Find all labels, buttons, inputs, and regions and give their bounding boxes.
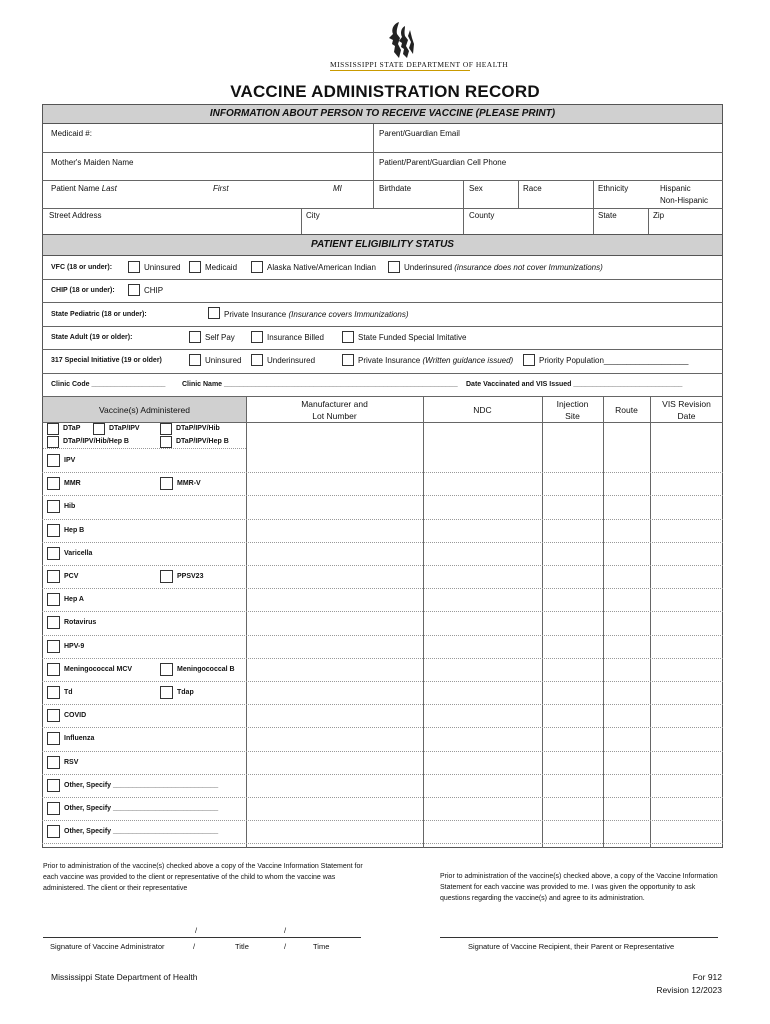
317-underinsured-checkbox[interactable]: [251, 354, 263, 366]
vaccine-checkbox[interactable]: [47, 779, 60, 792]
row-divider: [42, 565, 723, 566]
form-frame: [42, 104, 723, 848]
section-eligibility-title: PATIENT ELIGIBILITY STATUS: [42, 234, 723, 256]
vfc-medicaid-label: Medicaid: [205, 263, 238, 272]
col-ndc: NDC: [473, 405, 492, 415]
vaccine-alt-checkbox[interactable]: [160, 477, 173, 490]
vaccine-checkbox[interactable]: [47, 477, 60, 490]
title-label: Title: [235, 942, 249, 951]
row-divider: [42, 542, 723, 543]
chip-option-label: CHIP: [144, 286, 164, 295]
row-divider: [42, 704, 723, 705]
form-number: For 912: [692, 972, 722, 982]
dtap-checkbox[interactable]: [47, 423, 59, 435]
vfc-alaska-checkbox[interactable]: [251, 261, 263, 273]
date-vaccinated-label: Date Vaccinated and VIS Issued ____________________________: [466, 381, 683, 388]
admin-signature-line[interactable]: [43, 937, 361, 938]
revision-date: Revision 12/2023: [656, 985, 722, 995]
dtap-ipv-hib-label: DTaP/IPV/Hib: [176, 425, 220, 432]
section-person-info-title: INFORMATION ABOUT PERSON TO RECEIVE VACCINE (PLEASE PRINT): [42, 104, 723, 124]
state-label: State: [598, 211, 617, 220]
col-route: Route: [615, 405, 638, 415]
vaccine-label: Hep A: [64, 596, 84, 604]
col-injection-1: Injection: [556, 399, 589, 409]
317-uninsured-label: Uninsured: [205, 356, 242, 365]
col-vis-1: VIS Revision: [662, 399, 711, 409]
vaccine-label: Meningococcal MCV: [64, 665, 133, 673]
dtap-ipv-label: DTaP/IPV: [109, 425, 140, 432]
vaccine-label: Other, Specify ___________________________: [64, 781, 219, 789]
vaccine-label: Other, Specify ___________________________: [64, 828, 219, 836]
vfc-alaska-label: Alaska Native/American Indian: [267, 263, 376, 272]
dtap-ipv-hepb-label: DTaP/IPV/Hep B: [176, 438, 229, 445]
vaccine-alt-label: PPSV23: [177, 573, 204, 580]
dtap-ipv-checkbox[interactable]: [93, 423, 105, 435]
dtap-label: DTaP: [63, 425, 81, 432]
agency-name: MISSISSIPPI STATE DEPARTMENT OF HEALTH: [330, 60, 509, 69]
row-divider: [42, 751, 723, 752]
health-profile-logo-icon: [385, 20, 415, 60]
mi-label: MI: [333, 184, 342, 193]
vaccine-checkbox[interactable]: [47, 616, 60, 629]
adult-state-funded-checkbox[interactable]: [342, 331, 354, 343]
vaccine-label: MMR: [64, 480, 81, 488]
row-divider: [42, 611, 723, 612]
admin-statement: Prior to administration of the vaccine(s) checked above a copy of the Vaccine Information Statement for each vaccine was provided to the client or representative of the child to whom the vaccine was administered. The client or their representative: [43, 863, 363, 892]
row-divider: [42, 635, 723, 636]
vfc-label: VFC (18 or under):: [51, 264, 113, 271]
317-private-checkbox[interactable]: [342, 354, 354, 366]
adult-self-pay-checkbox[interactable]: [189, 331, 201, 343]
row-divider: [42, 588, 723, 589]
vaccine-label: Hib: [64, 503, 76, 511]
row-divider: [42, 774, 723, 775]
vaccine-checkbox[interactable]: [47, 756, 60, 769]
vfc-uninsured-label: Uninsured: [144, 263, 181, 272]
row-divider: [42, 843, 723, 844]
vaccine-checkbox[interactable]: [47, 454, 60, 467]
first-label: First: [213, 184, 229, 193]
row-divider: [42, 797, 723, 798]
vaccine-alt-label: Meningococcal B: [177, 665, 235, 673]
recipient-statement: Prior to administration of the vaccine(s) checked above, a copy of the Vaccine Information Statement for each vaccine was provided to me. I was given the opportunity to ask questions regarding the vaccine(s) and agree to its administration.: [440, 873, 718, 902]
row-divider: [42, 658, 723, 659]
vaccine-checkbox[interactable]: [47, 524, 60, 537]
state-ped-private-checkbox[interactable]: [208, 307, 220, 319]
col-manufacturer-1: Manufacturer and: [301, 399, 368, 409]
cell-phone-label: Patient/Parent/Guardian Cell Phone: [379, 158, 507, 167]
hispanic-label: Hispanic: [660, 184, 691, 193]
vaccine-checkbox[interactable]: [47, 686, 60, 699]
birthdate-label: Birthdate: [379, 184, 412, 193]
vaccine-checkbox[interactable]: [47, 709, 60, 722]
317-uninsured-checkbox[interactable]: [189, 354, 201, 366]
vaccine-label: RSV: [64, 758, 79, 766]
row-divider: [42, 472, 723, 473]
chip-checkbox[interactable]: [128, 284, 140, 296]
ethnicity-label: Ethnicity: [598, 184, 629, 193]
vaccine-label: Td: [64, 689, 73, 696]
recipient-signature-line[interactable]: [440, 937, 718, 938]
vaccine-label: IPV: [64, 457, 76, 464]
vaccine-checkbox[interactable]: [47, 825, 60, 838]
adult-ins-billed-label: Insurance Billed: [267, 333, 324, 342]
sex-label: Sex: [469, 184, 483, 193]
time-label: Time: [313, 942, 330, 951]
special-317-label: 317 Special Initiative (19 or older): [51, 357, 162, 364]
vaccine-checkbox[interactable]: [47, 500, 60, 513]
slash-2: /: [284, 926, 287, 935]
vaccine-label: Other, Specify ___________________________: [64, 805, 219, 812]
city-label: City: [306, 211, 320, 220]
dtap-ipv-hib-checkbox[interactable]: [160, 423, 172, 435]
document-title: VACCINE ADMINISTRATION RECORD: [230, 82, 540, 101]
non-hispanic-label: Non-Hispanic: [660, 196, 709, 205]
row-divider: [42, 681, 723, 682]
sig-admin-label: Signature of Vaccine Administrator: [50, 942, 165, 951]
race-label: Race: [523, 184, 542, 193]
chip-label: CHIP (18 or under):: [51, 287, 115, 294]
state-adult-label: State Adult (19 or older):: [51, 334, 133, 341]
vaccine-label: Influenza: [64, 735, 95, 743]
sig-recipient-label: Signature of Vaccine Recipient, their Parent or Representative: [468, 942, 675, 951]
state-ped-private-label: Private Insurance (Insurance covers Immunizations): [224, 310, 409, 319]
vaccine-label: COVID: [64, 712, 87, 720]
vaccine-alt-checkbox[interactable]: [160, 686, 173, 699]
vaccine-checkbox[interactable]: [47, 570, 60, 583]
slash-1: /: [195, 926, 198, 935]
vaccine-alt-checkbox[interactable]: [160, 663, 173, 676]
county-label: County: [469, 211, 495, 220]
col-vis-2: Date: [677, 411, 696, 421]
vfc-underinsured-checkbox[interactable]: [388, 261, 400, 273]
mother-maiden-label: Mother's Maiden Name: [51, 158, 134, 167]
vaccine-checkbox[interactable]: [47, 547, 60, 560]
vaccine-label: PCV: [64, 573, 79, 580]
vaccine-checkbox[interactable]: [47, 732, 60, 745]
adult-state-funded-label: State Funded Special Imitative: [358, 333, 467, 342]
dtap-ipv-hepb-checkbox[interactable]: [160, 436, 172, 448]
vaccine-label: Hep B: [64, 526, 85, 534]
street-label: Street Address: [49, 211, 102, 220]
vfc-uninsured-checkbox[interactable]: [128, 261, 140, 273]
guardian-email-label: Parent/Guardian Email: [379, 129, 460, 138]
vaccine-alt-label: Tdap: [177, 689, 194, 696]
row-divider: [42, 519, 723, 520]
vaccine-checkbox[interactable]: [47, 802, 60, 815]
vaccine-label: Varicella: [64, 549, 93, 557]
vfc-underinsured-label: Underinsured (insurance does not cover Immunizations): [404, 263, 603, 272]
clinic-name-label: Clinic Name ____________________________________________________________: [182, 381, 458, 388]
row-divider: [42, 820, 723, 821]
vaccine-label: HPV-9: [64, 642, 85, 650]
clinic-code-label: Clinic Code ___________________: [51, 381, 166, 388]
vaccine-label: Rotavirus: [64, 619, 97, 627]
col-vaccines: Vaccine(s) Administered: [98, 405, 191, 415]
317-underinsured-label: Underinsured: [267, 356, 316, 365]
agency-logo: [330, 20, 509, 71]
dtap-ipv-hib-hepb-label: DTaP/IPV/Hib/Hep B: [63, 438, 129, 445]
adult-ins-billed-checkbox[interactable]: [251, 331, 263, 343]
agency-footer: Mississippi State Department of Health: [51, 972, 198, 982]
317-priority-label: Priority Population___________________: [539, 356, 689, 365]
slash-3: /: [193, 942, 196, 951]
vaccine-alt-label: MMR-V: [177, 480, 201, 488]
slash-4: /: [284, 942, 287, 951]
317-priority-checkbox[interactable]: [523, 354, 535, 366]
zip-label: Zip: [653, 211, 665, 220]
state-pediatric-label: State Pediatric (18 or under):: [51, 311, 147, 318]
col-manufacturer-2: Lot Number: [312, 411, 357, 421]
vaccine-checkbox[interactable]: [47, 593, 60, 606]
adult-self-pay-label: Self Pay: [205, 333, 235, 342]
col-injection-2: Site: [565, 411, 580, 421]
vaccine-alt-checkbox[interactable]: [160, 570, 173, 583]
medicaid-label: Medicaid #:: [51, 129, 92, 138]
vaccine-checkbox[interactable]: [47, 663, 60, 676]
317-private-label: Private Insurance (Written guidance issued): [358, 356, 514, 365]
patient-name-label: Patient Name Last: [51, 184, 117, 193]
row-divider: [42, 495, 723, 496]
dtap-ipv-hib-hepb-checkbox[interactable]: [47, 436, 59, 448]
vaccine-checkbox[interactable]: [47, 640, 60, 653]
row-divider: [42, 727, 723, 728]
vfc-medicaid-checkbox[interactable]: [189, 261, 201, 273]
